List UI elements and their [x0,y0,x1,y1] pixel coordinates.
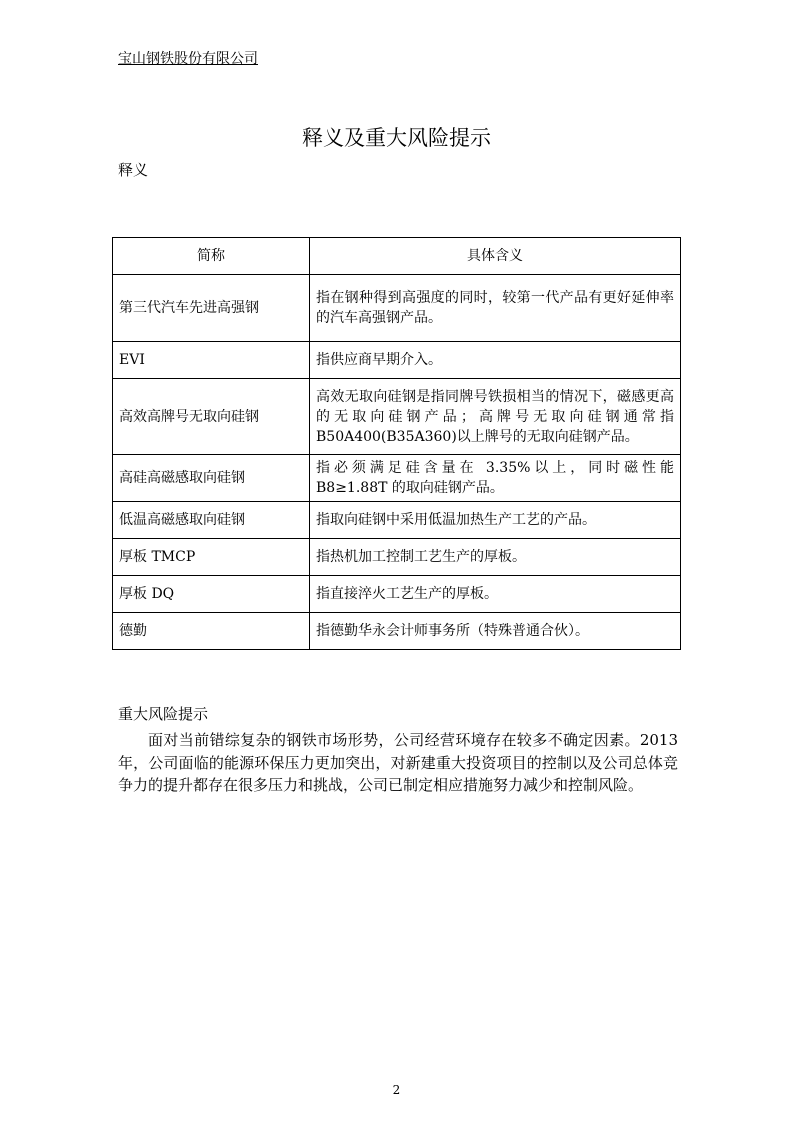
meaning-cell: 指直接淬火工艺生产的厚板。 [310,576,681,613]
column-header-meaning: 具体含义 [310,238,681,275]
header-company-name: 宝山钢铁股份有限公司 [118,51,258,67]
page-title: 释义及重大风险提示 [302,126,491,150]
meaning-cell: 高效无取向硅钢是指同牌号铁损相当的情况下，磁感更高的无取向硅钢产品；高牌号无取向硅钢通常指 B50A400(B35A360)以上牌号的无取向硅钢产品。 [310,379,681,455]
risk-paragraph: 面对当前错综复杂的钢铁市场形势，公司经营环境存在较多不确定因素。2013 年，公司面临的能源环保压力更加突出，对新建重大投资项目的控制以及公司总体竞争力的提升都存在很多压力和挑战，公司已制定相应措施努力减少和控制风险。 [118,731,678,794]
table-row [113,502,681,539]
term-cell: 高硅高磁感取向硅钢 [113,455,310,502]
term-cell: 德勤 [113,613,310,650]
term-cell: 第三代汽车先进高强钢 [113,275,310,342]
definitions-table [112,237,681,650]
table-row [113,455,681,502]
risk-section [118,729,678,797]
definitions-heading: 释义 [118,161,149,179]
page-number: 2 [392,1083,401,1097]
term-cell: 厚板 DQ [113,576,310,613]
meaning-cell: 指德勤华永会计师事务所（特殊普通合伙）。 [310,613,681,650]
meaning-cell: 指必须满足硅含量在 3.35%以上，同时磁性能B8≥1.88T 的取向硅钢产品。 [310,455,681,502]
meaning-cell: 指取向硅钢中采用低温加热生产工艺的产品。 [310,502,681,539]
term-cell: EVI [113,342,310,379]
meaning-cell: 指供应商早期介入。 [310,342,681,379]
meaning-cell: 指在钢种得到高强度的同时，较第一代产品有更好延伸率的汽车高强钢产品。 [310,275,681,342]
column-header-term: 简称 [113,238,310,275]
table-row [113,613,681,650]
term-cell: 高效高牌号无取向硅钢 [113,379,310,455]
table-row [113,576,681,613]
meaning-cell: 指热机加工控制工艺生产的厚板。 [310,539,681,576]
table-row [113,539,681,576]
table-header-row [113,238,681,275]
table-row [113,275,681,342]
table-row [113,379,681,455]
term-cell: 低温高磁感取向硅钢 [113,502,310,539]
risk-heading: 重大风险提示 [118,705,209,723]
term-cell: 厚板 TMCP [113,539,310,576]
table-row [113,342,681,379]
